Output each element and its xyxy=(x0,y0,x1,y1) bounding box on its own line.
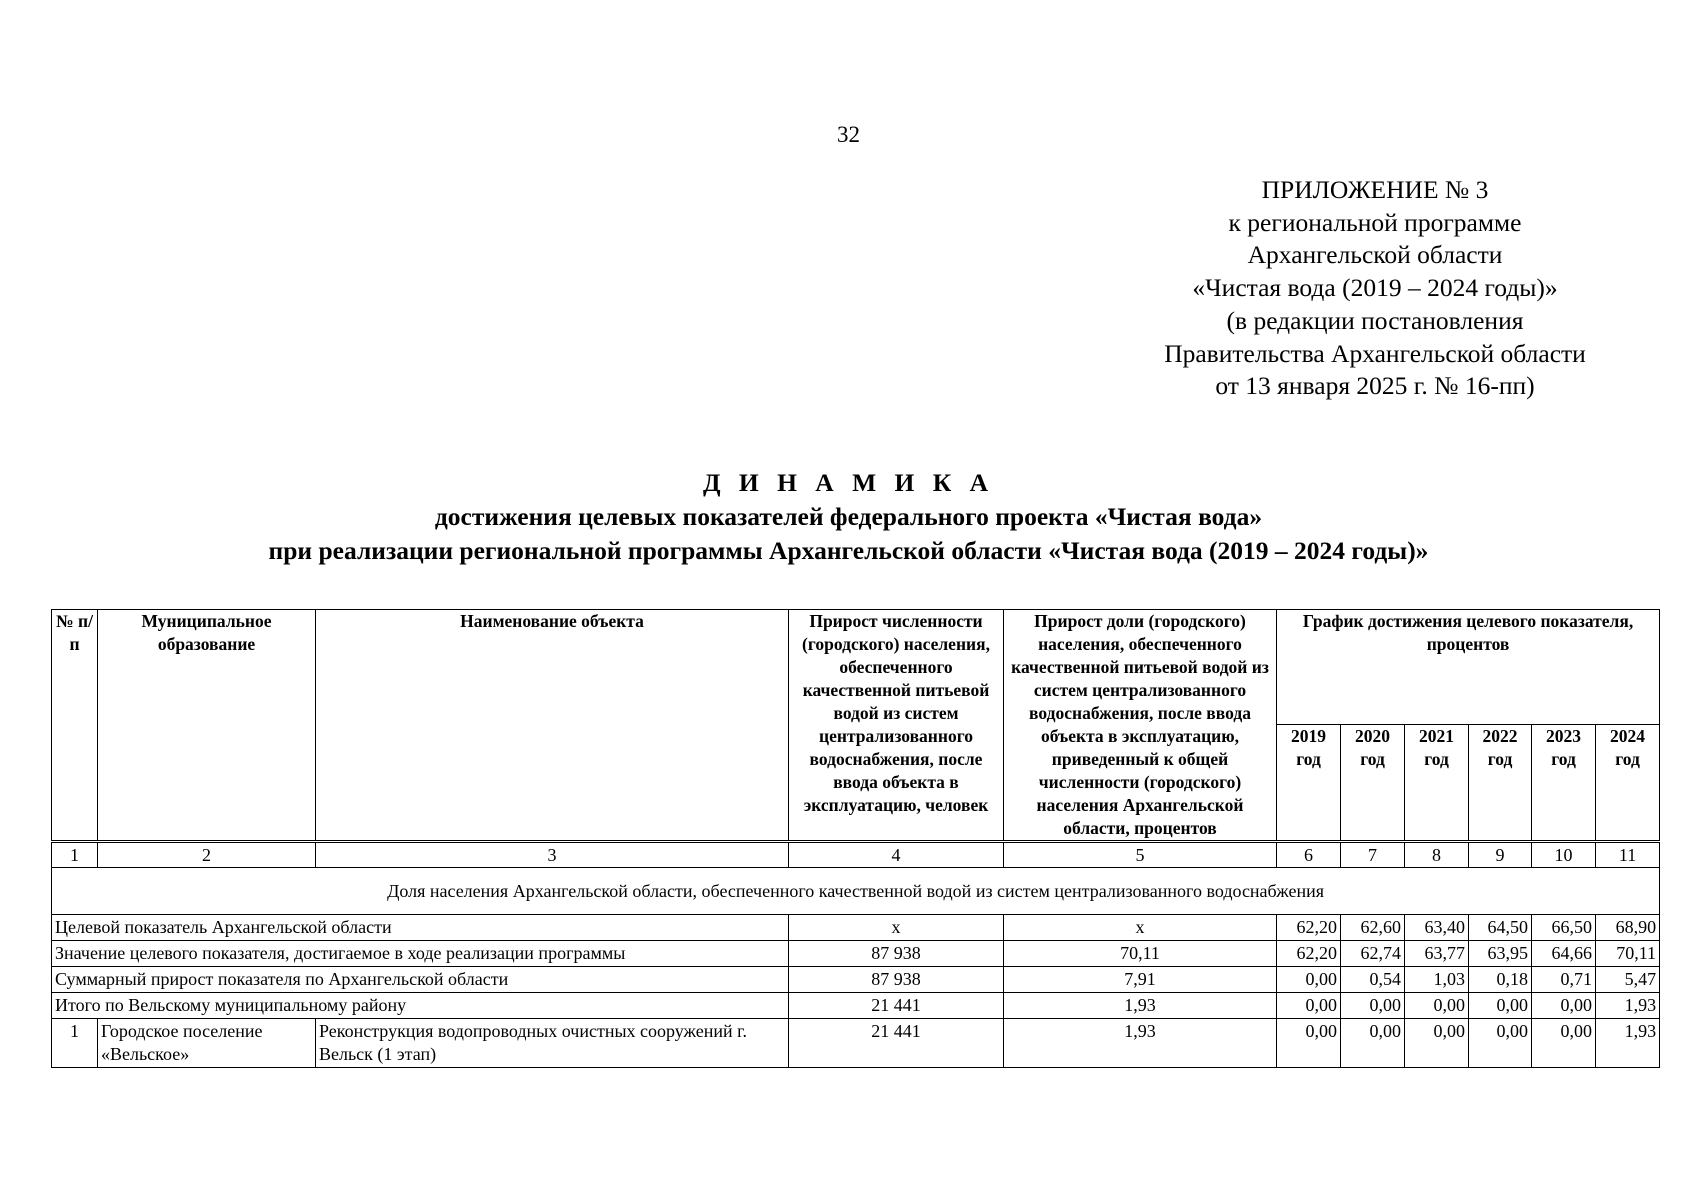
cell-year-value: 1,03 xyxy=(1405,967,1469,993)
column-number: 4 xyxy=(789,842,1004,868)
column-number: 10 xyxy=(1532,842,1596,868)
column-numbers-row xyxy=(52,842,1660,868)
header-year: 2019 год xyxy=(1277,724,1341,841)
appendix-line: к региональной программе xyxy=(1228,207,1522,237)
heading-line: при реализации региональной программы Архангельской области «Чистая вода (2019 – 2024 годы)» xyxy=(268,536,1429,565)
cell-year-value: 0,00 xyxy=(1469,993,1532,1019)
cell-year-value: 0,00 xyxy=(1532,1019,1596,1068)
cell-year-value: 66,50 xyxy=(1532,915,1596,941)
cell-year-value: 0,00 xyxy=(1277,993,1341,1019)
column-number: 6 xyxy=(1277,842,1341,868)
cell-year-value: 63,77 xyxy=(1405,941,1469,967)
header-year: 2021 год xyxy=(1405,724,1469,841)
header-population-growth: Прирост численности (городского) населения, обеспеченного качественной питьевой водой из систем централизованного водоснабжения, после ввода объекта в эксплуатацию, человек xyxy=(789,610,1004,842)
cell-municipality: Городское поселение «Вельское» xyxy=(98,1019,316,1068)
cell-year-value: 62,60 xyxy=(1341,915,1405,941)
header-share-growth: Прирост доли (городского) населения, обеспеченного качественной питьевой водой из систем централизованного водоснабжения, после ввода объекта в эксплуатацию, приведенный к общей численности (городского) населения Архангельской области, процентов xyxy=(1004,610,1277,842)
cell-population-growth: 21 441 xyxy=(789,993,1004,1019)
column-number: 11 xyxy=(1596,842,1660,868)
cell-year-value: 62,74 xyxy=(1341,941,1405,967)
cell-year-value: 1,93 xyxy=(1596,1019,1660,1068)
cell-year-value: 64,50 xyxy=(1469,915,1532,941)
appendix-line: ПРИЛОЖЕНИЕ № 3 xyxy=(1261,175,1489,204)
section-row xyxy=(52,868,1660,915)
heading-line: достижения целевых показателей федерального проекта «Чистая вода» xyxy=(434,502,1263,531)
cell-year-value: 63,95 xyxy=(1469,941,1532,967)
cell-year-value: 68,90 xyxy=(1596,915,1660,941)
appendix-line: Архангельской области xyxy=(1247,240,1503,270)
header-object: Наименование объекта xyxy=(316,610,789,842)
cell-share-growth: 70,11 xyxy=(1004,941,1277,967)
cell-population-growth: х xyxy=(789,915,1004,941)
row-label: Суммарный прирост показателя по Архангельской области xyxy=(52,967,789,993)
header-schedule: График достижения целевого показателя, процентов xyxy=(1277,610,1660,725)
cell-year-value: 0,00 xyxy=(1405,1019,1469,1068)
table-row xyxy=(52,941,1660,967)
table-row xyxy=(52,993,1660,1019)
cell-share-growth: 1,93 xyxy=(1004,993,1277,1019)
cell-year-value: 0,00 xyxy=(1277,1019,1341,1068)
appendix-line: «Чистая вода (2019 – 2024 годы)» xyxy=(1192,273,1558,303)
cell-year-value: 70,11 xyxy=(1596,941,1660,967)
heading-title: Д И Н А М И К А xyxy=(702,468,995,497)
cell-share-growth: х xyxy=(1004,915,1277,941)
cell-year-value: 0,00 xyxy=(1469,1019,1532,1068)
cell-year-value: 0,54 xyxy=(1341,967,1405,993)
cell-year-value: 62,20 xyxy=(1277,915,1341,941)
column-number: 1 xyxy=(52,842,98,868)
cell-year-value: 5,47 xyxy=(1596,967,1660,993)
header-year: 2023 год xyxy=(1532,724,1596,841)
header-num: № п/п xyxy=(52,610,98,842)
column-number: 5 xyxy=(1004,842,1277,868)
cell-share-growth: 1,93 xyxy=(1004,1019,1277,1068)
header-municipality: Муниципальное образование xyxy=(98,610,316,842)
cell-year-value: 0,00 xyxy=(1341,1019,1405,1068)
table-row xyxy=(52,967,1660,993)
header-year: 2020 год xyxy=(1341,724,1405,841)
document-heading xyxy=(0,466,1697,568)
cell-object: Реконструкция водопроводных очистных сооружений г. Вельск (1 этап) xyxy=(316,1019,789,1068)
section-title: Доля населения Архангельской области, обеспеченного качественной водой из систем централизованного водоснабжения xyxy=(52,868,1660,915)
column-number: 3 xyxy=(316,842,789,868)
cell-population-growth: 87 938 xyxy=(789,967,1004,993)
appendix-line: Правительства Архангельской области xyxy=(1164,338,1586,368)
table-row xyxy=(52,915,1660,941)
row-label: Значение целевого показателя, достигаемое в ходе реализации программы xyxy=(52,941,789,967)
column-number: 8 xyxy=(1405,842,1469,868)
header-year: 2022 год xyxy=(1469,724,1532,841)
header-year: 2024 год xyxy=(1596,724,1660,841)
row-label: Итого по Вельскому муниципальному району xyxy=(52,993,789,1019)
cell-year-value: 0,71 xyxy=(1532,967,1596,993)
cell-year-value: 62,20 xyxy=(1277,941,1341,967)
column-number: 7 xyxy=(1341,842,1405,868)
column-number: 9 xyxy=(1469,842,1532,868)
cell-year-value: 0,00 xyxy=(1341,993,1405,1019)
cell-year-value: 0,00 xyxy=(1532,993,1596,1019)
page-number: 32 xyxy=(837,122,860,147)
cell-population-growth: 21 441 xyxy=(789,1019,1004,1068)
cell-year-value: 0,00 xyxy=(1405,993,1469,1019)
indicators-table xyxy=(51,609,1660,1068)
table-row xyxy=(52,1019,1660,1068)
cell-population-growth: 87 938 xyxy=(789,941,1004,967)
cell-year-value: 0,18 xyxy=(1469,967,1532,993)
cell-num: 1 xyxy=(52,1019,98,1068)
row-label: Целевой показатель Архангельской области xyxy=(52,915,789,941)
cell-year-value: 63,40 xyxy=(1405,915,1469,941)
appendix-line: от 13 января 2025 г. № 16-пп) xyxy=(1215,371,1535,401)
appendix-line: (в редакции постановления xyxy=(1226,305,1524,335)
cell-year-value: 1,93 xyxy=(1596,993,1660,1019)
appendix-block xyxy=(1075,174,1675,403)
cell-share-growth: 7,91 xyxy=(1004,967,1277,993)
cell-year-value: 0,00 xyxy=(1277,967,1341,993)
column-number: 2 xyxy=(98,842,316,868)
cell-year-value: 64,66 xyxy=(1532,941,1596,967)
